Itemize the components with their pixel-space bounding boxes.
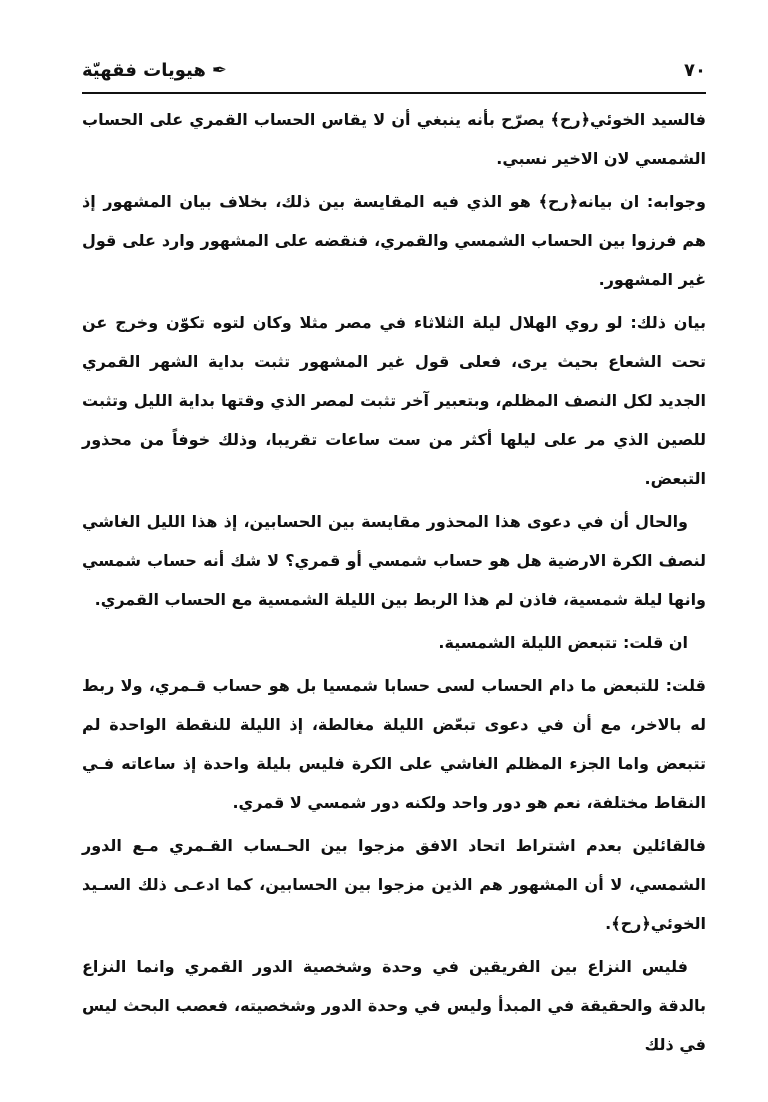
paragraph — [82, 623, 706, 662]
paragraph — [82, 182, 706, 299]
paragraph-text: تتبعض الليلة الشمسية. — [438, 633, 618, 652]
paragraph-lead: ان قلت: — [617, 633, 688, 652]
paragraph-text: للتبعض ما دام الحساب لسى حسابا شمسيا بل هو حساب قـمري، ولا ربط له بالاخر، مع أن في دعوى تبعّض الليلة مغالطة، إذ الليلة للنقطة الواحدة لم تتبعض واما الجزء المظلم الغاشي على الكرة فليس بليلة واحدة إذ ساعاته فـي النقاط مختلفة، نعم هو دور واحد ولكنه دور شمسي لا قمري. — [82, 676, 706, 812]
paragraph — [82, 502, 706, 619]
paragraph-text: لو روي الهلال ليلة الثلاثاء في مصر مثلا وكان لتوه تكوّن وخرج عن تحت الشعاع بحيث يرى، فعلى قول غير المشهور تثبت بداية الشهر القمري الجديد لكل النصف المظلم، وبتعبير آخر تثبت لمصر الذي وقتها بداية الليل وتثبت للصين الذي مر على ليلها أكثر من ست ساعات تقريبا، وذلك خوفاً من محذور التبعض. — [82, 313, 706, 488]
paragraph-lead: وجوابه: — [639, 192, 707, 211]
paragraph-text: فالقائلين بعدم اشتراط اتحاد الافق مزجوا بين الحـساب القـمري مـع الدور الشمسي، لا أن المشهور هم الذين مزجوا بين الحسابين، كما ادعـى ذلك السـيد الخوئي﴿رح﴾. — [82, 836, 706, 933]
paragraph-text: فالسيد الخوئي﴿رح﴾ يصرّح بأنه ينبغي أن لا يقاس الحساب القمري على الحساب الشمسي لان الاخير نسبي. — [82, 110, 706, 168]
body-text — [82, 100, 706, 1068]
paragraph-text: والحال أن في دعوى هذا المحذور مقايسة بين الحسابين، إذ هذا الليل الغاشي لنصف الكرة الارضية هل هو حساب شمسي أو قمري؟ لا شك أنه حساب شمسي وانها ليلة شمسية، فاذن لم هذا الربط بين الليلة الشمسية مع الحساب القمري. — [82, 512, 706, 609]
header-divider — [82, 92, 706, 94]
paragraph-lead: بيان ذلك: — [622, 313, 706, 332]
paragraph — [82, 666, 706, 822]
running-title-text: هيويات فقهيّة — [82, 60, 206, 81]
page-header — [82, 60, 706, 88]
paragraph — [82, 100, 706, 178]
paragraph — [82, 303, 706, 498]
paragraph-lead: قلت: — [659, 676, 706, 695]
paragraph-text: فليس النزاع بين الفريقين في وحدة وشخصية الدور القمري وانما النزاع بالدقة والحقيقة في المبدأ وليس في وحدة الدور وشخصيته، فعصب البحث ليس في ذلك — [82, 957, 706, 1054]
paragraph — [82, 947, 706, 1064]
quill-pen-icon: ✒ — [211, 60, 227, 81]
paragraph — [82, 826, 706, 943]
paragraph-text: ان بيانه﴿رح﴾ هو الذي فيه المقايسة بين ذلك، بخلاف بيان المشهور إذ هم فرزوا بين الحساب الشمسي والقمري، فنقضه على المشهور وارد على قول غير المشهور. — [82, 192, 706, 289]
page-number: ٧٠ — [684, 60, 706, 81]
running-title — [82, 60, 227, 81]
